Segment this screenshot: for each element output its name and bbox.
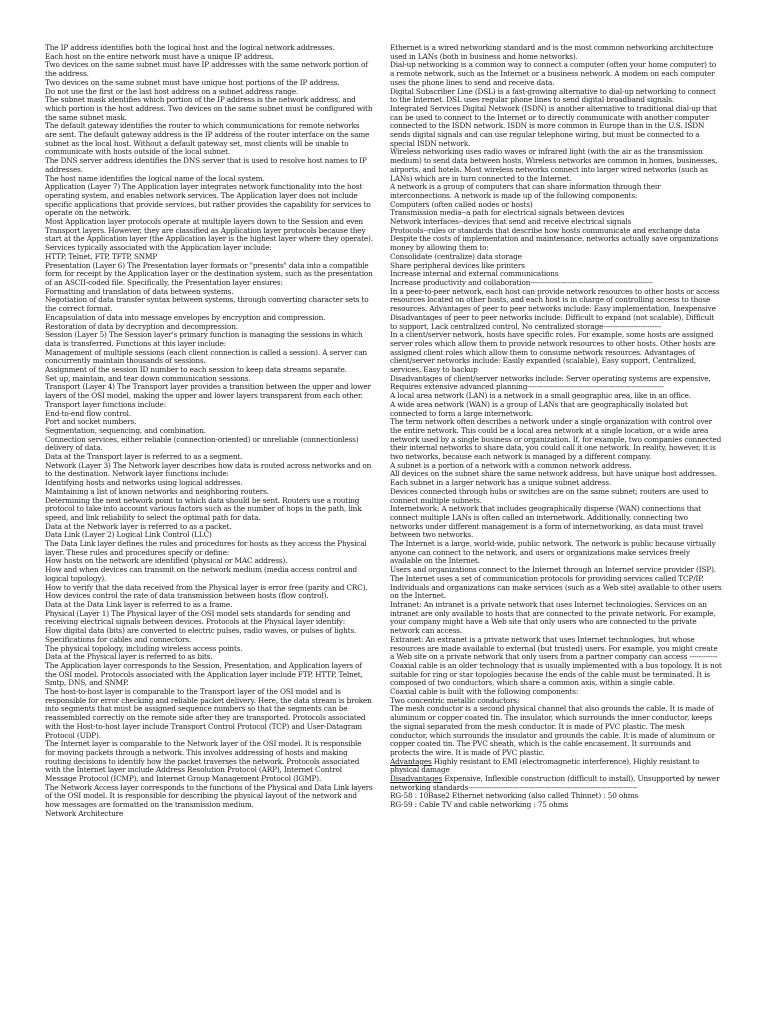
right-paragraph-list xyxy=(390,44,722,758)
paragraph: Coaxial cable is built with the following components: xyxy=(390,687,579,697)
paragraph: Transmission media--a path for electrical signals between devices xyxy=(390,208,625,218)
paragraph: Network interfaces--devices that send and receive electrical signals xyxy=(390,217,632,227)
paragraph: Extranet: An extranet is a private network that uses Internet technologies, but whose resources are made available to external (but trusted) users. For example, you might create a Web site on a private network that only users from a partner company can access ------------ xyxy=(390,634,718,662)
paragraph: All devices on the subnet share the same network address, but have unique host addresses. xyxy=(390,469,717,479)
cable-spec-line: RG-59 : Cable TV and cable networking : 75 ohms xyxy=(390,800,569,810)
paragraph: Dial-up networking is a common way to connect a computer (often your home computer) to a remote network, such as the Internet or a business network. A modem on each computer uses the phone lines to send and receive data. xyxy=(390,60,717,87)
paragraph: How to verify that the data received from the Physical layer is error free (parity and CRC). xyxy=(45,582,368,592)
paragraph: Data at the Data Link layer is referred to as a frame. xyxy=(45,600,233,609)
paragraph: Share peripheral devices like printers xyxy=(390,260,525,270)
paragraph: Presentation (Layer 6) The Presentation layer formats or "presents" data into a compatible form for receipt by the Application layer or the destination system, such as the presentation of an ASCII-coded file. Specifically, the Presentation layer ensures: xyxy=(45,260,373,287)
left-text-column xyxy=(45,44,373,819)
paragraph: Ethernet is a wired networking standard and is the most common networking architecture used in LANs (both in business and home networks). xyxy=(390,43,714,61)
paragraph: The DNS server address identifies the DNS server that is used to resolve host names to IP addresses. xyxy=(45,156,367,174)
paragraph: Do not use the first or the last host address on a subnet address range. xyxy=(45,86,299,96)
paragraph: The Internet uses a set of communication protocols for providing services called TCP/IP. xyxy=(390,573,704,583)
paragraph: Increase productivity and collaboration----------------------------------------------------- xyxy=(390,277,653,287)
paragraph: Data at the Transport layer is referred to as a segment. xyxy=(45,452,243,462)
paragraph: The IP address identifies both the logical host and the logical network addresses. xyxy=(45,43,335,52)
paragraph: Physical (Layer 1) The Physical layer of the OSI model sets standards for sending and receiving electrical signals between devices. Protocols at the Physical layer identify: xyxy=(45,608,351,627)
paragraph: Disadvantages of peer to peer networks include: Difficult to expand (not scalable), Difficult to support, Lack centralized control, No centralized storage------------------------- xyxy=(390,312,715,331)
paragraph: The subnet mask identifies which portion of the IP address is the network address, and which portion is the host address. Two devices on the same subnet must be configured with the same subnet mask. xyxy=(45,95,373,122)
paragraph: Application (Layer 7) The Application layer integrates network functionality into the host operating system, and enables network services. The Application layer does not include specific applications that provide services, but rather provides the capability for services to operate on the network. xyxy=(45,182,371,218)
paragraph: Digital Subscriber Line (DSL) is a fast-growing alternative to dial-up networking to connect to the Internet. DSL uses regular phone lines to send digital broadband signals. xyxy=(390,86,716,105)
paragraph: Internetwork: A network that includes geographically disperse (WAN) connections that connect multiple LANs is often called an internetwork. Additionally, connecting two networks under different management is a form of internetworking, as data must travel between two networks. xyxy=(390,504,704,540)
disadvantages-text: Expensive, Inflexible construction (difficult to install), Unsupported by newer networking standards------------------------------------------------------------------------- xyxy=(390,774,720,792)
paragraph: Data Link (Layer 2) Logical Link Control (LLC) xyxy=(45,530,212,540)
paragraph: Determining the next network point to which data should be sent. Routers use a routing protocol to take into account various factors such as the number of hops in the path, link speed, and link reliability to select the optimal path for data. xyxy=(45,495,362,522)
paragraph: A network is a group of computers that can share information through their interconnections. A network is made up of the following components: xyxy=(390,182,661,200)
paragraph: Two concentric metallic conductors: xyxy=(390,695,520,705)
paragraph: In a client/server network, hosts have specific roles. For example, some hosts are assigned server roles which allow them to provide network resources to other hosts. Other hosts are assigned client roles which allow them to consume network resources. Advantages of client/server networks include: Easily expanded (scalable), Easy support, Centralized, services, Easy to backup xyxy=(390,330,716,375)
paragraph: A local area network (LAN) is a network in a small geographic area, like in an office. xyxy=(390,391,692,401)
paragraph: A subnet is a portion of a network with a common network address. xyxy=(390,460,632,470)
paragraph: Two devices on the same subnet must have unique host portions of the IP address. xyxy=(45,77,340,87)
paragraph: Connection services, either reliable (connection-oriented) or unreliable (connectionless) delivery of data. xyxy=(45,434,359,453)
paragraph: The host-to-host layer is comparable to the Transport layer of the OSI model and is responsible for error checking and reliable packet delivery. Here, the data stream is broken into segments that must be assigned sequence numbers so that the segments can be reassembled correctly on the remote side after they are transported. Protocols associated with the Host-to-host layer include Transport Control Protocol (TCP) and User-Datagram Protocol (UDP). xyxy=(45,687,372,740)
advantages-text: Highly resistant to EMI (electromagnetic interference), Highly resistant to physical damage xyxy=(390,756,700,775)
paragraph: Specifications for cables and connectors. xyxy=(45,634,192,644)
right-text-column xyxy=(390,44,722,810)
paragraph: Protocols--rules or standards that describe how hosts communicate and exchange data xyxy=(390,225,700,235)
disadvantages-label: Disadvantages xyxy=(390,774,443,784)
paragraph: The Data Link layer defines the rules and procedures for hosts as they access the Physical layer. These rules and procedures specify or define: xyxy=(45,539,367,557)
paragraph: Integrated Services Digital Network (ISDN) is another alternative to traditional dial-up that can be used to connect to the Internet or to directly communicate with another computer connected to the ISDN network. ISDN is more common in Europe than in the U.S. ISDN sends digital signals and can use regular telephone wiring, but must be connected to a special ISDN network. xyxy=(390,103,717,148)
paragraph: End-to-end flow control. xyxy=(45,408,132,418)
paragraph: The Application layer corresponds to the Session, Presentation, and Application layers of the OSI model. Protocols associated with the Application layer include FTP, HTTP, Telnet, Smtp, DNS, and SNMP. xyxy=(45,660,363,688)
paragraph: Coaxial cable is an older technology that is usually implemented with a bus topology. It is not suitable for ring or star topologies because the ends of the cable must be terminated. It is composed of two conductors, which share a common axis, within a single cable. xyxy=(390,660,722,688)
paragraph: How devices control the rate of data transmission between hosts (flow control). xyxy=(45,591,329,601)
paragraph: Intranet: An intranet is a private network that uses Internet technologies. Services on an intranet are only available to hosts that are connected to the private network. For example, your company might have a Web site that only users who are connected to the private network can access. xyxy=(390,600,716,636)
paragraph: Disadvantages of client/server networks include: Server operating systems are expensive, Requires extensive advanced planning----------------------------------------------------------- xyxy=(390,373,711,392)
paragraph: Management of multiple sessions (each client connection is called a session). A server can concurrently maintain thousands of sessions. xyxy=(45,347,367,366)
paragraph: Consolidate (centralize) data storage xyxy=(390,251,522,261)
paragraph: Assignment of the session ID number to each session to keep data streams separate. xyxy=(45,365,347,375)
paragraph: Transport (Layer 4) The Transport layer provides a transition between the upper and lower layers of the OSI model, making the upper and lower layers transparent from each other. xyxy=(45,382,371,401)
paragraph: Most Application layer protocols operate at multiple layers down to the Session and even Transport layers. However, they are classified as Application layer protocols because they start at the Application layer (the Application layer is the highest layer where they operate). xyxy=(45,217,373,244)
paragraph: Formatting and translation of data between systems. xyxy=(45,286,234,296)
paragraph: A wide area network (WAN) is a group of LANs that are geographically isolated but connected to form a large internetwork. xyxy=(390,399,688,418)
paragraph: How hosts on the network are identified (physical or MAC address). xyxy=(45,556,288,566)
paragraph: Each host on the entire network must have a unique IP address. xyxy=(45,51,274,61)
paragraph: How and when devices can transmit on the network medium (media access control and logical topology). xyxy=(45,565,358,583)
paragraph: Negotiation of data transfer syntax between systems, through converting character sets to the correct format. xyxy=(45,295,369,314)
paragraph: Wireless networking uses radio waves or infrared light (with the air as the transmission medium) to send data between hosts. Wireless networks are common in homes, businesses, airports, and hotels. Most wireless networks connect into larger wired networks (such as LANs) which are in turn connected to the Internet. xyxy=(390,147,718,183)
paragraph: Segmentation, sequencing, and combination. xyxy=(45,425,206,435)
paragraph: Data at the Physical layer is referred to as bits. xyxy=(45,652,213,662)
paragraph: Network Architecture xyxy=(45,808,124,818)
paragraph: Increase internal and external communications xyxy=(390,269,559,279)
paragraph: The physical topology, including wireless access points. xyxy=(45,643,243,653)
paragraph: Despite the costs of implementation and maintenance, networks actually save organizations money by allowing them to: xyxy=(390,234,719,253)
paragraph: Transport layer functions include: xyxy=(45,399,166,409)
disadvantages-paragraph xyxy=(390,775,722,792)
paragraph: The term network often describes a network under a single organization with control over the entire network. This could be a local area network at a single location, or a wide area network used by a single business or organization. If, for example, two companies connected their internal networks to share data, you could call it one network. In reality, however, it is two networks, because each network is managed by a different company. xyxy=(390,417,722,462)
paragraph: Set up, maintain, and tear down communication sessions. xyxy=(45,373,251,383)
paragraph: Computers (often called nodes or hosts) xyxy=(390,199,533,209)
paragraph: Network (Layer 3) The Network layer describes how data is routed across networks and on to the destination. Network layer functions include: xyxy=(45,460,372,479)
paragraph: Each subnet in a larger network has a unique subnet address. xyxy=(390,478,612,488)
cable-spec-list xyxy=(390,792,722,809)
paragraph: The Network Access layer corresponds to the functions of the Physical and Data Link layers of the OSI model. It is responsible for describing the physical layout of the network and how messages are formatted on the transmission medium. xyxy=(45,782,373,810)
paragraph: How digital data (bits) are converted to electric pulses, radio waves, or pulses of lights. xyxy=(45,626,357,636)
cable-spec-line: RG-58 : 10Base2 Ethernet networking (also called Thinnet) : 50 ohms xyxy=(390,791,639,801)
paragraph: Identifying hosts and networks using logical addresses. xyxy=(45,478,243,488)
paragraph: Individuals and organizations can make services (such as a Web site) available to other users on the Internet. xyxy=(390,582,722,601)
paragraph: The default gateway identifies the router to which communications for remote networks are sent. The default gateway address is the IP address of the router interface on the same subnet as the local host. Without a default gateway set, most clients will be unable to communicate with hosts outside of the local subnet. xyxy=(45,121,370,157)
paragraph: Session (Layer 5) The Session layer's primary function is managing the sessions in which data is transferred. Functions at this layer include: xyxy=(45,330,363,348)
paragraph: Port and socket numbers. xyxy=(45,417,137,427)
paragraph: Data at the Network layer is referred to as a packet. xyxy=(45,521,232,531)
paragraph: In a peer-to-peer network, each host can provide network resources to other hosts or access resources located on other hosts, and each host is in charge of controlling access to those resources. Advantages of peer to peer networks include: Easy implementation, Inexpensive xyxy=(390,286,720,314)
paragraph: The mesh conductor is a second physical channel that also grounds the cable. It is made of aluminum or copper coated tin. The insulator, which surrounds the inner conductor, keeps the signal separated from the mesh conductor. It is made of PVC plastic. The mesh conductor, which surrounds the insulator and grounds the cable. It is made of aluminum or copper coated tin. The PVC sheath, which is the cable encasement. It surrounds and protects the wire. It is made of PVC plastic. xyxy=(390,704,715,757)
paragraph: Restoration of data by decryption and decompression. xyxy=(45,321,238,331)
paragraph: Services typically associated with the Application layer include: xyxy=(45,243,272,253)
paragraph: The Internet layer is comparable to the Network layer of the OSI model. It is responsible for moving packets through a network. This involves addressing of hosts and making routing decisions to identify how the packet traverses the network. Protocols associated with the Internet layer include Address Resolution Protocol (ARP), Internet Control Message Protocol (ICMP), and Internet Group Management Protocol (IGMP). xyxy=(45,739,362,784)
paragraph: Maintaining a list of known networks and neighboring routers. xyxy=(45,486,269,496)
paragraph: The Internet is a large, world-wide, public network. The network is public because virtually anyone can connect to the network, and users or organizations make services freely available on the Internet. xyxy=(390,539,716,566)
paragraph: HTTP, Telnet, FTP, TFTP, SNMP xyxy=(45,251,158,261)
paragraph: Users and organizations connect to the Internet through an Internet service provider (ISP). xyxy=(390,565,716,575)
paragraph: Encapsulation of data into message envelopes by encryption and compression. xyxy=(45,312,326,322)
paragraph: Devices connected through hubs or switches are on the same subnet; routers are used to connect multiple subnets. xyxy=(390,486,708,505)
advantages-paragraph xyxy=(390,758,722,775)
paragraph: The host name identifies the logical name of the local system. xyxy=(45,173,265,183)
advantages-label: Advantages xyxy=(390,756,432,766)
paragraph: Two devices on the same subnet must have IP addresses with the same network portion of the address. xyxy=(45,60,368,79)
